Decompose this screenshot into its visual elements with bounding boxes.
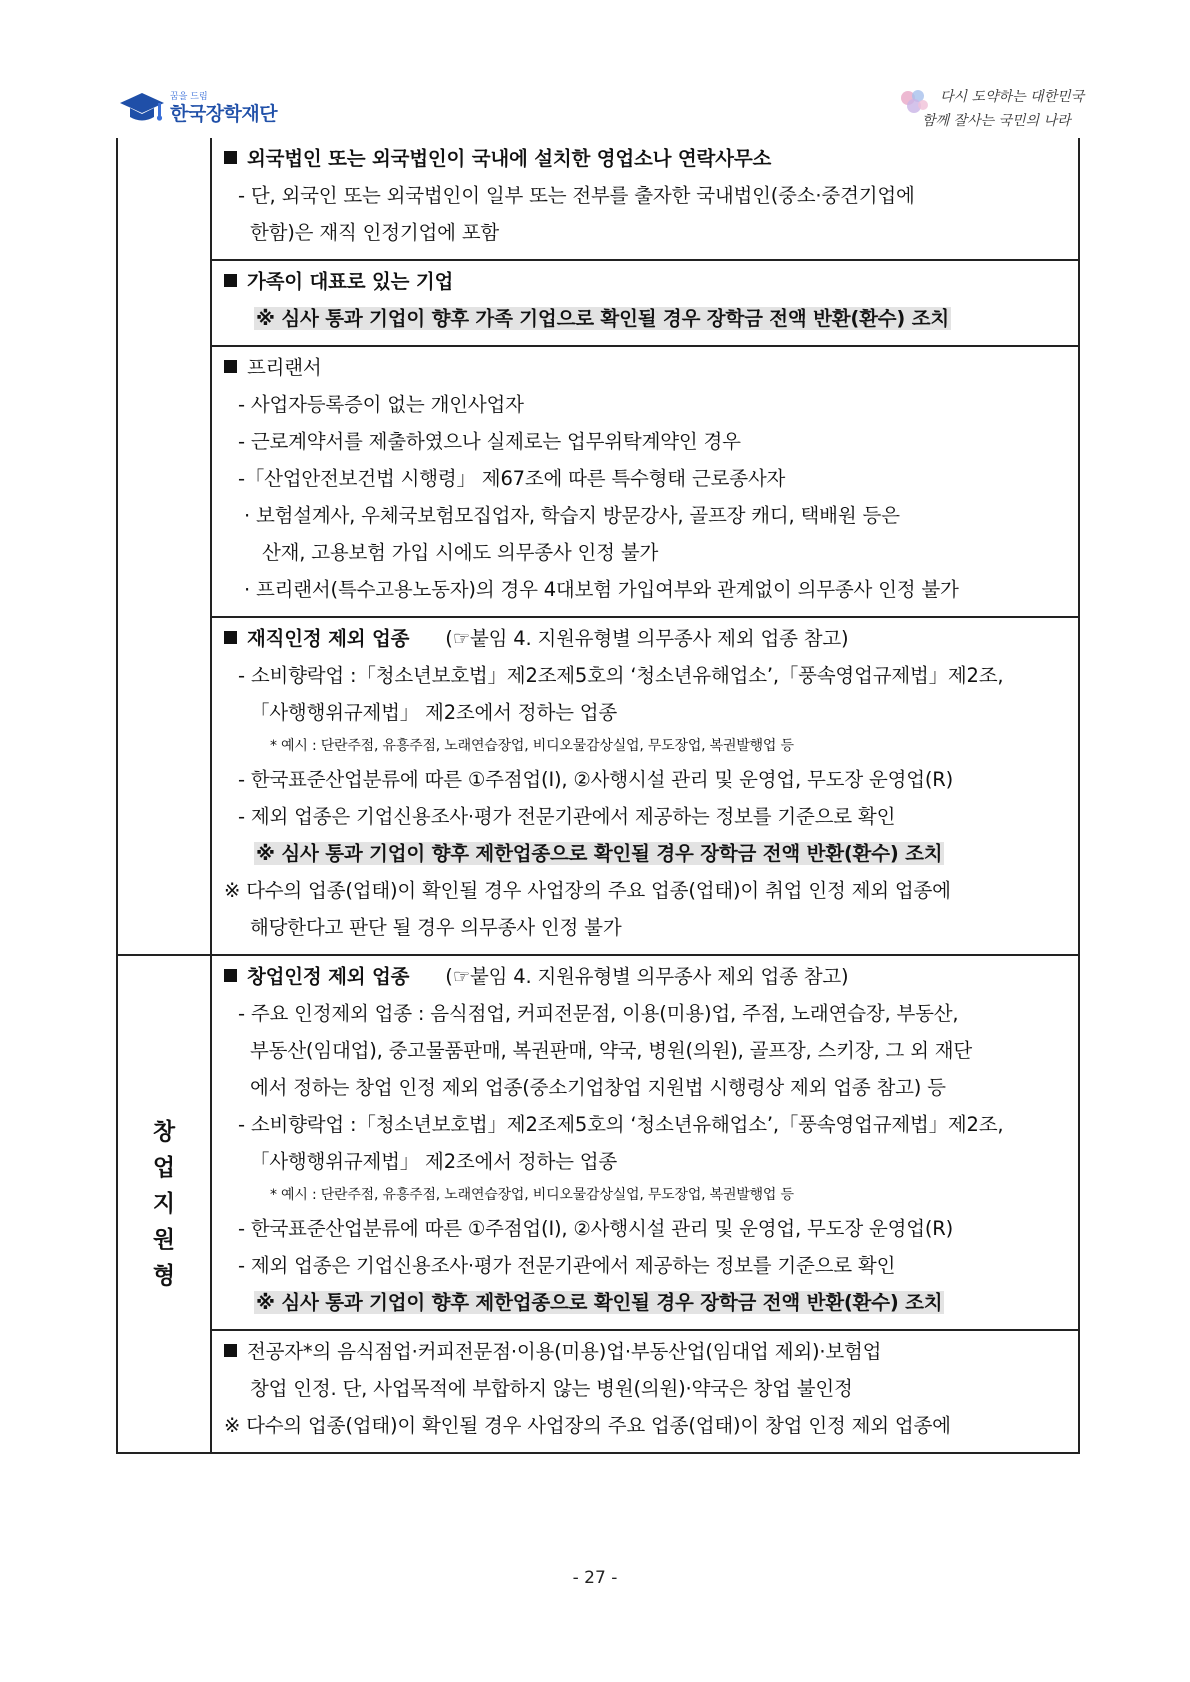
line-text: - 주요 인정제외 업종 : 음식점업, 커피전문점, 이용(미용)업, 주점, 노래연습장, 부동산, [238, 1002, 959, 1025]
page-header [0, 0, 1190, 140]
content-cell [211, 260, 1079, 346]
line-text: * 예시 : 단란주점, 유흥주점, 노래연습장업, 비디오물감상실업, 무도장업, 복권발행업 등 [270, 1187, 794, 1203]
text-line [224, 731, 1068, 761]
text-line [224, 177, 1068, 214]
text-line [224, 386, 1068, 423]
category-cell-employment [117, 138, 211, 955]
graduation-cap-icon [118, 91, 166, 125]
line-text: 재직인정 제외 업종 [247, 627, 410, 650]
table-row [117, 138, 1079, 260]
text-line [224, 909, 1068, 946]
line-text: 산재, 고용보험 가입 시에도 의무종사 인정 불가 [262, 541, 659, 564]
line-text: · 보험설계사, 우체국보험모집업자, 학습지 방문강사, 골프장 캐디, 택배원 등은 [244, 504, 900, 527]
kosaf-logo [118, 86, 277, 130]
text-line [224, 214, 1068, 251]
line-text: - 한국표준산업분류에 따른 ①주점업(I), ②사행시설 관리 및 운영업, 무도장 운영업(R) [238, 768, 954, 791]
section-heading [224, 263, 1068, 300]
reference-note: (☞붙임 4. 지원유형별 의무종사 제외 업종 참고) [445, 627, 849, 650]
line-text: · 프리랜서(특수고용노동자)의 경우 4대보험 가입여부와 관계없이 의무종사 인정 불가 [244, 578, 959, 601]
content-cell [211, 617, 1079, 955]
text-line [224, 1069, 1068, 1106]
line-text: 「사행행위규제법」 제2조에서 정하는 업종 [250, 701, 617, 724]
category-label-char: 형 [152, 1263, 176, 1289]
table-row [117, 955, 1079, 1330]
table-row [117, 346, 1079, 617]
line-text: 한함)은 재직 인정기업에 포함 [250, 221, 500, 244]
text-line [224, 1370, 1068, 1407]
line-text: - 소비향락업 :「청소년보호법」제2조제5호의 ‘청소년유해업소’,「풍속영업규제법」제2조, [238, 1113, 1004, 1136]
category-label-char: 지 [152, 1191, 176, 1217]
reference-note: (☞붙임 4. 지원유형별 의무종사 제외 업종 참고) [445, 965, 849, 988]
eligibility-table [116, 138, 1080, 1454]
text-line [224, 460, 1068, 497]
category-label-char: 창 [152, 1119, 176, 1145]
square-bullet-icon [224, 274, 237, 287]
section-heading [224, 1333, 1068, 1370]
text-line [224, 872, 1068, 909]
text-line [224, 300, 1068, 337]
text-line [224, 1143, 1068, 1180]
line-text: - 소비향락업 :「청소년보호법」제2조제5호의 ‘청소년유해업소’,「풍속영업규제법」제2조, [238, 664, 1004, 687]
content-cell [211, 955, 1079, 1330]
line-text: 에서 정하는 창업 인정 제외 업종(중소기업창업 지원법 시행령상 제외 업종 참고) 등 [250, 1076, 946, 1099]
content-cell [211, 1330, 1079, 1453]
line-text: ※ 다수의 업종(업태)이 확인될 경우 사업장의 주요 업종(업태)이 창업 인정 제외 업종에 [224, 1414, 951, 1437]
logo-text: 한국장학재단 [170, 102, 278, 125]
line-text: - 제외 업종은 기업신용조사·평가 전문기관에서 제공하는 정보를 기준으로 확인 [238, 1254, 896, 1277]
line-text: - 한국표준산업분류에 따른 ①주점업(I), ②사행시설 관리 및 운영업, 무도장 운영업(R) [238, 1217, 954, 1240]
line-text: 가족이 대표로 있는 기업 [247, 270, 454, 293]
line-text: 부동산(임대업), 중고물품판매, 복권판매, 약국, 병원(의원), 골프장, 스키장, 그 외 재단 [250, 1039, 972, 1062]
table-row [117, 617, 1079, 955]
table-row [117, 260, 1079, 346]
content-cell [211, 138, 1079, 260]
line-text: 창업 인정. 단, 사업목적에 부합하지 않는 병원(의원)·약국은 창업 불인정 [250, 1377, 853, 1400]
square-bullet-icon [224, 969, 237, 982]
text-line [224, 571, 1068, 608]
line-text: 프리랜서 [247, 356, 322, 379]
category-label-char: 원 [152, 1227, 176, 1253]
highlighted-notice: ※ 심사 통과 기업이 향후 제한업종으로 확인될 경우 장학금 전액 반환(환수) 조치 [256, 1291, 943, 1314]
section-heading [224, 958, 1068, 995]
text-line [224, 798, 1068, 835]
text-line [224, 1247, 1068, 1284]
line-text: -「산업안전보건법 시행령」 제67조에 따른 특수형태 근로종사자 [238, 467, 786, 490]
section-heading [224, 140, 1068, 177]
content-cell [211, 346, 1079, 617]
page-number: - 27 - [572, 1568, 618, 1588]
text-line [224, 995, 1068, 1032]
text-line [224, 835, 1068, 872]
line-text: - 사업자등록증이 없는 개인사업자 [238, 393, 524, 416]
text-line [224, 534, 1068, 571]
line-text: 전공자*의 음식점업·커피전문점·이용(미용)업·부동산업(임대업 제외)·보험업 [247, 1340, 882, 1363]
government-slogan [898, 78, 1098, 138]
square-bullet-icon [224, 360, 237, 373]
square-bullet-icon [224, 1344, 237, 1357]
line-text: 해당한다고 판단 될 경우 의무종사 인정 불가 [250, 916, 622, 939]
text-line [224, 1210, 1068, 1247]
logo-small-text: 꿈을 드림 [170, 91, 208, 102]
text-line [224, 1407, 1068, 1444]
slogan-line-2: 함께 잘사는 국민의 나라 [922, 113, 1071, 129]
line-text: - 제외 업종은 기업신용조사·평가 전문기관에서 제공하는 정보를 기준으로 확인 [238, 805, 896, 828]
line-text: - 근로계약서를 제출하였으나 실제로는 업무위탁계약인 경우 [238, 430, 741, 453]
highlighted-notice: ※ 심사 통과 기업이 향후 제한업종으로 확인될 경우 장학금 전액 반환(환수) 조치 [256, 842, 943, 865]
text-line [224, 423, 1068, 460]
table-row [117, 1330, 1079, 1453]
text-line [224, 1284, 1068, 1321]
line-text: 외국법인 또는 외국법인이 국내에 설치한 영업소나 연락사무소 [247, 147, 772, 170]
line-text: * 예시 : 단란주점, 유흥주점, 노래연습장업, 비디오물감상실업, 무도장업, 복권발행업 등 [270, 738, 794, 754]
category-cell-startup [117, 955, 211, 1453]
highlighted-notice: ※ 심사 통과 기업이 향후 가족 기업으로 확인될 경우 장학금 전액 반환(환수) 조치 [256, 307, 949, 330]
text-line [224, 1106, 1068, 1143]
line-text: ※ 다수의 업종(업태)이 확인될 경우 사업장의 주요 업종(업태)이 취업 인정 제외 업종에 [224, 879, 951, 902]
line-text: - 단, 외국인 또는 외국법인이 일부 또는 전부를 출자한 국내법인(중소·중견기업에 [238, 184, 915, 207]
text-line [224, 497, 1068, 534]
text-line [224, 1032, 1068, 1069]
line-text: 「사행행위규제법」 제2조에서 정하는 업종 [250, 1150, 617, 1173]
square-bullet-icon [224, 631, 237, 644]
slogan-line-1: 다시 도약하는 대한민국 [940, 89, 1085, 105]
text-line [224, 657, 1068, 694]
square-bullet-icon [224, 151, 237, 164]
text-line [224, 694, 1068, 731]
section-heading [224, 620, 1068, 657]
category-label-char: 업 [152, 1155, 176, 1181]
text-line [224, 761, 1068, 798]
text-line [224, 1180, 1068, 1210]
line-text: 창업인정 제외 업종 [247, 965, 410, 988]
section-heading [224, 349, 1068, 386]
